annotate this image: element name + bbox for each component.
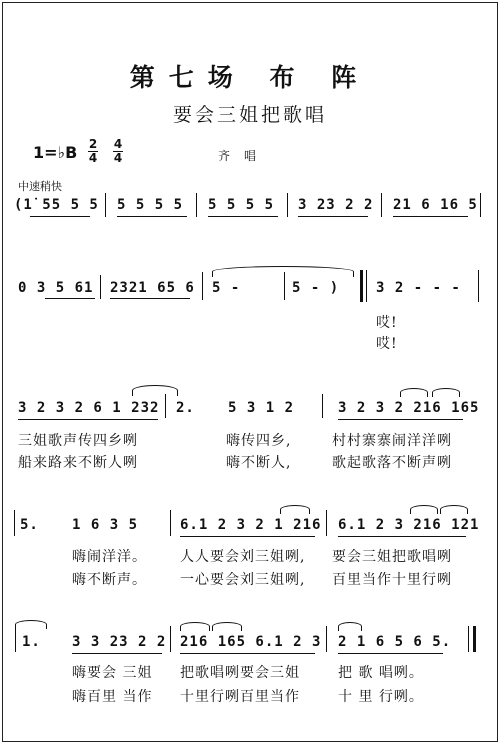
barline xyxy=(326,626,327,652)
time-signature-2: 4 4 xyxy=(113,137,123,165)
score-title: 第七场 布 阵 xyxy=(129,63,371,92)
barline xyxy=(480,193,481,217)
lyric-verse-1: 嗨要会 三姐 xyxy=(72,665,153,681)
barline xyxy=(196,193,197,217)
slur xyxy=(338,622,362,631)
beam xyxy=(180,653,315,654)
measure: 2 1 6 5 6 5. xyxy=(338,634,452,650)
measure: 5 - ) xyxy=(292,280,340,296)
measure: 0 3 5 61 xyxy=(18,280,94,296)
lyric-verse-1: 嗨闹洋洋。 xyxy=(72,549,147,565)
barline xyxy=(202,272,203,300)
measure: 216 165 6.1 2 3 xyxy=(180,634,322,650)
measure: 5 5 5 5 xyxy=(208,197,275,213)
lyric-verse-1: 要会三姐把歌唱咧 xyxy=(332,549,452,565)
measure: 6.1 2 3 2 1 216 xyxy=(180,517,322,533)
beam xyxy=(72,653,162,654)
lyric-interjection: 哎! xyxy=(376,315,398,331)
key-signature: 1=♭B xyxy=(33,143,78,162)
final-barline xyxy=(468,626,469,652)
lyric-verse-1: 人人要会刘三姐咧, xyxy=(180,549,306,565)
lyric-verse-2: 嗨不断声。 xyxy=(72,572,147,588)
slur xyxy=(212,622,242,631)
measure: 21 6 16 5 xyxy=(393,197,478,213)
voice-marking: 齐唱 xyxy=(218,149,271,163)
barline xyxy=(381,193,382,217)
beam xyxy=(338,653,443,654)
barline xyxy=(170,626,171,652)
barline xyxy=(100,275,101,299)
measure: 5. xyxy=(20,517,39,533)
measure: (1̇ 55 5 5 xyxy=(14,197,99,213)
measure: 5 5 5 5 xyxy=(117,197,184,213)
slur xyxy=(132,385,178,396)
slur xyxy=(432,388,460,397)
measure: 6.1 2 3 216 121 xyxy=(338,517,480,533)
barline xyxy=(287,193,288,217)
lyric-interjection: 哎! xyxy=(376,336,398,352)
slur xyxy=(440,505,468,514)
beam xyxy=(180,536,315,537)
beam xyxy=(298,216,368,217)
lyric-verse-1: 把歌唱咧要会三姐 xyxy=(180,665,300,681)
barline xyxy=(15,626,16,652)
tie xyxy=(15,620,47,629)
measure: 5 3 1 2 xyxy=(228,400,295,416)
beam xyxy=(30,216,90,217)
lyric-verse-2: 嗨百里 当作 xyxy=(72,689,153,705)
beam xyxy=(117,216,187,217)
measure: 3 2 3 2 216 165 xyxy=(338,400,480,416)
slur xyxy=(400,388,428,397)
lyric-verse-1: 把 歌 唱咧。 xyxy=(338,665,424,681)
lyric-verse-2: 船来路来不断人咧 xyxy=(18,455,138,471)
lyric-verse-2: 十里行咧百里当作 xyxy=(180,689,300,705)
slur xyxy=(410,505,438,514)
lyric-verse-2: 百里当作十里行咧 xyxy=(332,572,452,588)
lyric-verse-2: 一心要会刘三姐咧, xyxy=(180,572,306,588)
beam xyxy=(338,419,463,420)
measure: 2321 65 6 xyxy=(110,280,195,296)
slur xyxy=(180,622,210,631)
measure: 2. xyxy=(176,400,195,416)
barline xyxy=(105,193,106,217)
barline xyxy=(478,270,479,302)
barline xyxy=(165,394,166,418)
lyric-verse-2: 嗨不断人, xyxy=(226,455,292,471)
measure: 3 2 - - - xyxy=(376,280,461,296)
lyric-verse-1: 村村寨寨闹洋洋咧 xyxy=(332,433,452,449)
measure: 5 - xyxy=(212,280,241,296)
barline xyxy=(322,394,323,418)
lyric-verse-2: 歌起歌落不断声咧 xyxy=(332,455,452,471)
measure: 3 2 3 2 6 1 232 xyxy=(18,400,160,416)
barline xyxy=(170,510,171,536)
beam xyxy=(393,216,468,217)
lyric-verse-1: 三姐歌声传四乡咧 xyxy=(18,433,138,449)
beam xyxy=(45,298,95,299)
time-signature-1: 2 4 xyxy=(88,137,98,165)
measure: 1. xyxy=(22,634,41,650)
song-title: 要会三姐把歌唱 xyxy=(172,104,327,126)
final-barline xyxy=(473,626,476,652)
beam xyxy=(18,419,158,420)
measure: 3 3 23 2 2 xyxy=(72,634,167,650)
beam xyxy=(338,536,466,537)
barline xyxy=(14,510,15,536)
slur xyxy=(280,505,310,514)
repeat-barline xyxy=(360,270,363,302)
beam xyxy=(208,216,278,217)
repeat-barline xyxy=(366,270,367,302)
barline xyxy=(326,510,327,536)
beam xyxy=(110,298,190,299)
lyric-verse-1: 嗨传四乡, xyxy=(226,433,292,449)
measure: 1 6 3 5 xyxy=(72,517,139,533)
tempo-marking: 中速稍快 xyxy=(18,180,62,193)
measure: 3 23 2 2 xyxy=(298,197,374,213)
tie xyxy=(212,266,354,277)
lyric-verse-2: 十 里 行咧。 xyxy=(338,689,424,705)
